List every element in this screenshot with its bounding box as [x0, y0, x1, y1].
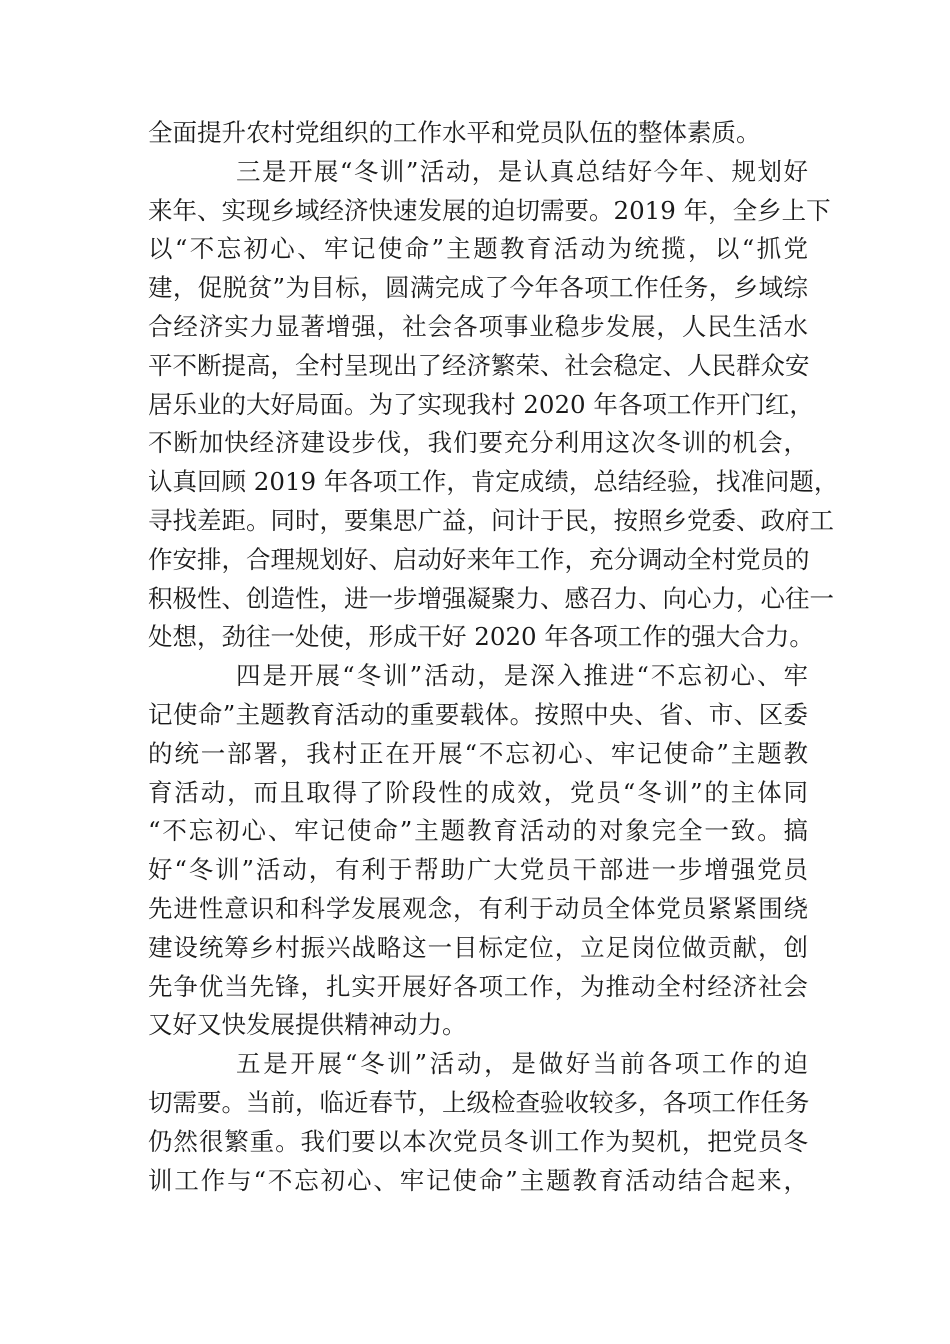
text-line: 全面提升农村党组织的工作水平和党员队伍的整体素质。	[148, 118, 761, 147]
text-line: 合经济实力显著增强，社会各项事业稳步发展，人民生活水	[148, 311, 808, 341]
text-line: 不断加快经济建设步伐，我们要充分利用这次冬训的机会，	[148, 428, 808, 458]
text-line: 积极性、创造性，进一步增强凝聚力、感召力、向心力，心往一	[148, 583, 834, 613]
text-line: 建设统筹乡村振兴战略这一目标定位，立足岗位做贡献，创	[148, 932, 808, 962]
text-line: 以“不忘初心、牢记使命”主题教育活动为统揽，以“抓党	[148, 234, 808, 264]
text-line: 认真回顾 2019 年各项工作，肯定成绩，总结经验，找准问题，	[148, 467, 839, 497]
text-line: 先进性意识和科学发展观念，有利于动员全体党员紧紧围绕	[148, 893, 808, 923]
text-line: 寻找差距。同时，要集思广益，问计于民，按照乡党委、政府工	[148, 505, 834, 535]
text-line: 切需要。当前，临近春节，上级检查验收较多，各项工作任务	[148, 1087, 810, 1117]
text-line: 记使命”主题教育活动的重要载体。按照中央、省、市、区委	[148, 699, 808, 729]
body-text	[148, 114, 839, 1200]
paragraph-start-line: 四是开展“冬训”活动，是深入推进“不忘初心、牢	[236, 661, 808, 691]
text-line: 来年、实现乡域经济快速发展的迫切需要。2019 年，全乡上下	[148, 195, 831, 225]
text-line: 仍然很繁重。我们要以本次党员冬训工作为契机，把党员冬	[148, 1126, 808, 1156]
text-line: 作安排，合理规划好、启动好来年工作，充分调动全村党员的	[148, 544, 810, 574]
text-line: 处想，劲往一处使，形成干好 2020 年各项工作的强大合力。	[148, 622, 814, 652]
text-line: 好“冬训”活动，有利于帮助广大党员干部进一步增强党员	[148, 855, 808, 885]
text-line: 训工作与“不忘初心、牢记使命”主题教育活动结合起来，	[148, 1165, 808, 1195]
text-line: 育活动，而且取得了阶段性的成效，党员“冬训”的主体同	[148, 777, 808, 807]
text-line: 又好又快发展提供精神动力。	[148, 1010, 467, 1040]
text-line: “不忘初心、牢记使命”主题教育活动的对象完全一致。搞	[148, 816, 808, 846]
text-line: 先争优当先锋，扎实开展好各项工作，为推动全村经济社会	[148, 971, 808, 1001]
text-line: 平不断提高，全村呈现出了经济繁荣、社会稳定、人民群众安	[148, 350, 810, 380]
text-line: 居乐业的大好局面。为了实现我村 2020 年各项工作开门红，	[148, 389, 814, 419]
text-line: 建，促脱贫”为目标，圆满完成了今年各项工作任务，乡域综	[148, 273, 808, 303]
paragraph-start-line: 五是开展“冬训”活动，是做好当前各项工作的迫	[236, 1049, 808, 1079]
paragraph-start-line: 三是开展“冬训”活动，是认真总结好今年、规划好	[236, 156, 808, 186]
text-line: 的统一部署，我村正在开展“不忘初心、牢记使命”主题教	[148, 738, 808, 768]
